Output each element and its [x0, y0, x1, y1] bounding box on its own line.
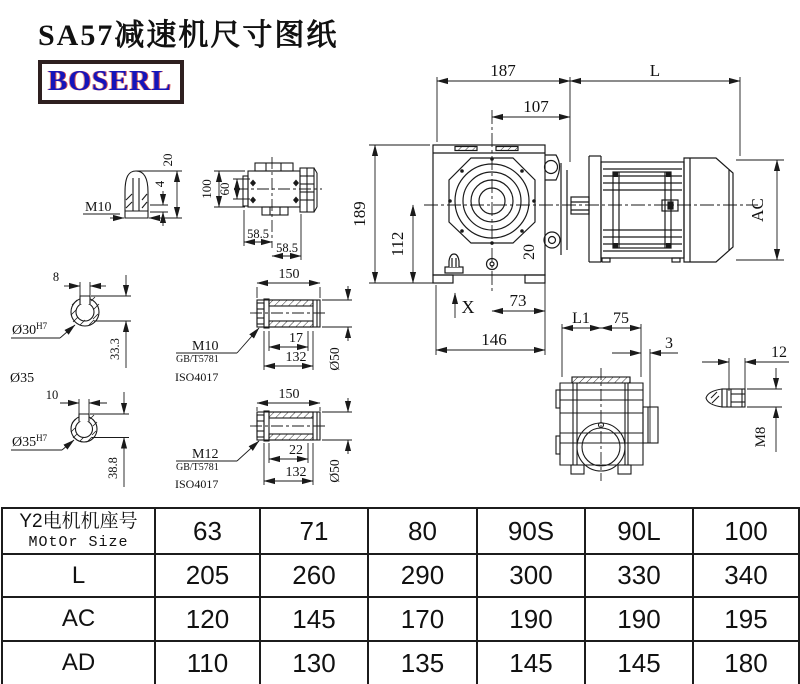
dim-22: 22 [289, 443, 303, 458]
dim-L1: L1 [572, 310, 590, 327]
cell-AD-90l: 145 [585, 641, 693, 684]
col-100: 100 [693, 508, 799, 554]
cell-AC-63: 120 [155, 597, 260, 641]
dim-132-a: 132 [285, 350, 307, 365]
table-header-row [2, 508, 799, 554]
row-label-L: L [2, 554, 155, 597]
col-80: 80 [368, 508, 477, 554]
shaft-b-standard-1: GB/T5781 [176, 462, 219, 473]
dim-o35-outer: Ø35 [10, 371, 35, 386]
dim-187: 187 [490, 61, 516, 80]
stud-thread-label: M10 [85, 200, 112, 215]
cell-L-90s: 300 [477, 554, 585, 597]
cell-AC-90l: 190 [585, 597, 693, 641]
bolt-detail [702, 344, 789, 452]
dim-58-5-a: 58.5 [247, 227, 269, 241]
dim-150-b: 150 [278, 387, 300, 402]
shaft-b-thread: M12 [192, 447, 219, 462]
col-90l: 90L [585, 508, 693, 554]
cell-AC-80: 170 [368, 597, 477, 641]
cell-L-100: 340 [693, 554, 799, 597]
bore-section-a [10, 270, 131, 386]
table-row-AC [2, 597, 799, 641]
rear-view [556, 310, 678, 481]
hollow-shaft-a [175, 267, 352, 384]
table-row-L [2, 554, 799, 597]
shaft-a-thread: M10 [192, 339, 219, 354]
page-title: SA57减速机尺寸图纸 [38, 19, 339, 52]
row-label-AC: AC [2, 597, 155, 641]
stud-detail [83, 154, 182, 227]
dim-132-b: 132 [285, 465, 307, 480]
cell-AC-71: 145 [260, 597, 368, 641]
dim-60: 60 [217, 182, 232, 196]
dim-38-8: 38.8 [106, 457, 120, 479]
dim-146: 146 [481, 330, 507, 349]
cell-AD-100: 180 [693, 641, 799, 684]
motor-size-table [1, 507, 800, 684]
table-row-AD [2, 641, 799, 684]
cell-AD-90s: 145 [477, 641, 585, 684]
dim-100: 100 [199, 179, 214, 199]
dim-20-stud: 20 [160, 153, 175, 167]
cell-AD-63: 110 [155, 641, 260, 684]
dim-3: 3 [665, 335, 673, 352]
col-63: 63 [155, 508, 260, 554]
dim-AC: AC [748, 198, 767, 222]
cell-AD-80: 135 [368, 641, 477, 684]
main-view [424, 110, 758, 292]
header-motor-size-en: MOtOr Size [28, 533, 129, 551]
row-label-AD: AD [2, 641, 155, 684]
cell-L-80: 290 [368, 554, 477, 597]
bore-b-label: $Ø35^{H7}$ [12, 433, 48, 450]
cell-AD-71: 130 [260, 641, 368, 684]
cell-L-63: 205 [155, 554, 260, 597]
bore-section-b [11, 388, 129, 487]
dim-58-5-b: 58.5 [276, 241, 298, 255]
dim-o50-a: Ø50 [327, 347, 342, 371]
axis-x-label: X [461, 297, 475, 317]
dim-20-plug: 20 [521, 244, 538, 260]
cell-AC-100: 195 [693, 597, 799, 641]
cell-AC-90s: 190 [477, 597, 585, 641]
col-90s: 90S [477, 508, 585, 554]
dim-112: 112 [388, 231, 407, 257]
hollow-shaft-b [175, 387, 352, 491]
col-71: 71 [260, 508, 368, 554]
dim-L: L [649, 61, 661, 80]
header-motor-size-cn: Y2电机机座号 [19, 510, 138, 532]
dim-150-a: 150 [278, 267, 300, 282]
dim-17: 17 [289, 331, 303, 346]
dim-33-3: 33.3 [108, 338, 122, 360]
dim-12: 12 [771, 344, 787, 361]
flange-top-view [199, 157, 322, 260]
dim-M8: M8 [753, 426, 769, 448]
dim-o50-b: Ø50 [327, 459, 342, 483]
dim-75: 75 [613, 310, 629, 327]
dim-73: 73 [509, 291, 527, 310]
dim-107: 107 [523, 97, 549, 116]
dim-4: 4 [152, 180, 167, 188]
cell-L-90l: 330 [585, 554, 693, 597]
dim-keyway-8: 8 [52, 270, 60, 284]
dim-keyway-10: 10 [45, 388, 59, 402]
header-motor-size [2, 508, 155, 554]
cell-L-71: 260 [260, 554, 368, 597]
dim-189: 189 [350, 201, 369, 227]
shaft-a-standard-2: ISO4017 [175, 370, 219, 384]
bore-a-label: $Ø30^{H7}$ [12, 321, 48, 338]
shaft-a-standard-1: GB/T5781 [176, 354, 219, 365]
shaft-b-standard-2: ISO4017 [175, 477, 219, 491]
brand-logo-text: BOSERL [48, 65, 172, 97]
